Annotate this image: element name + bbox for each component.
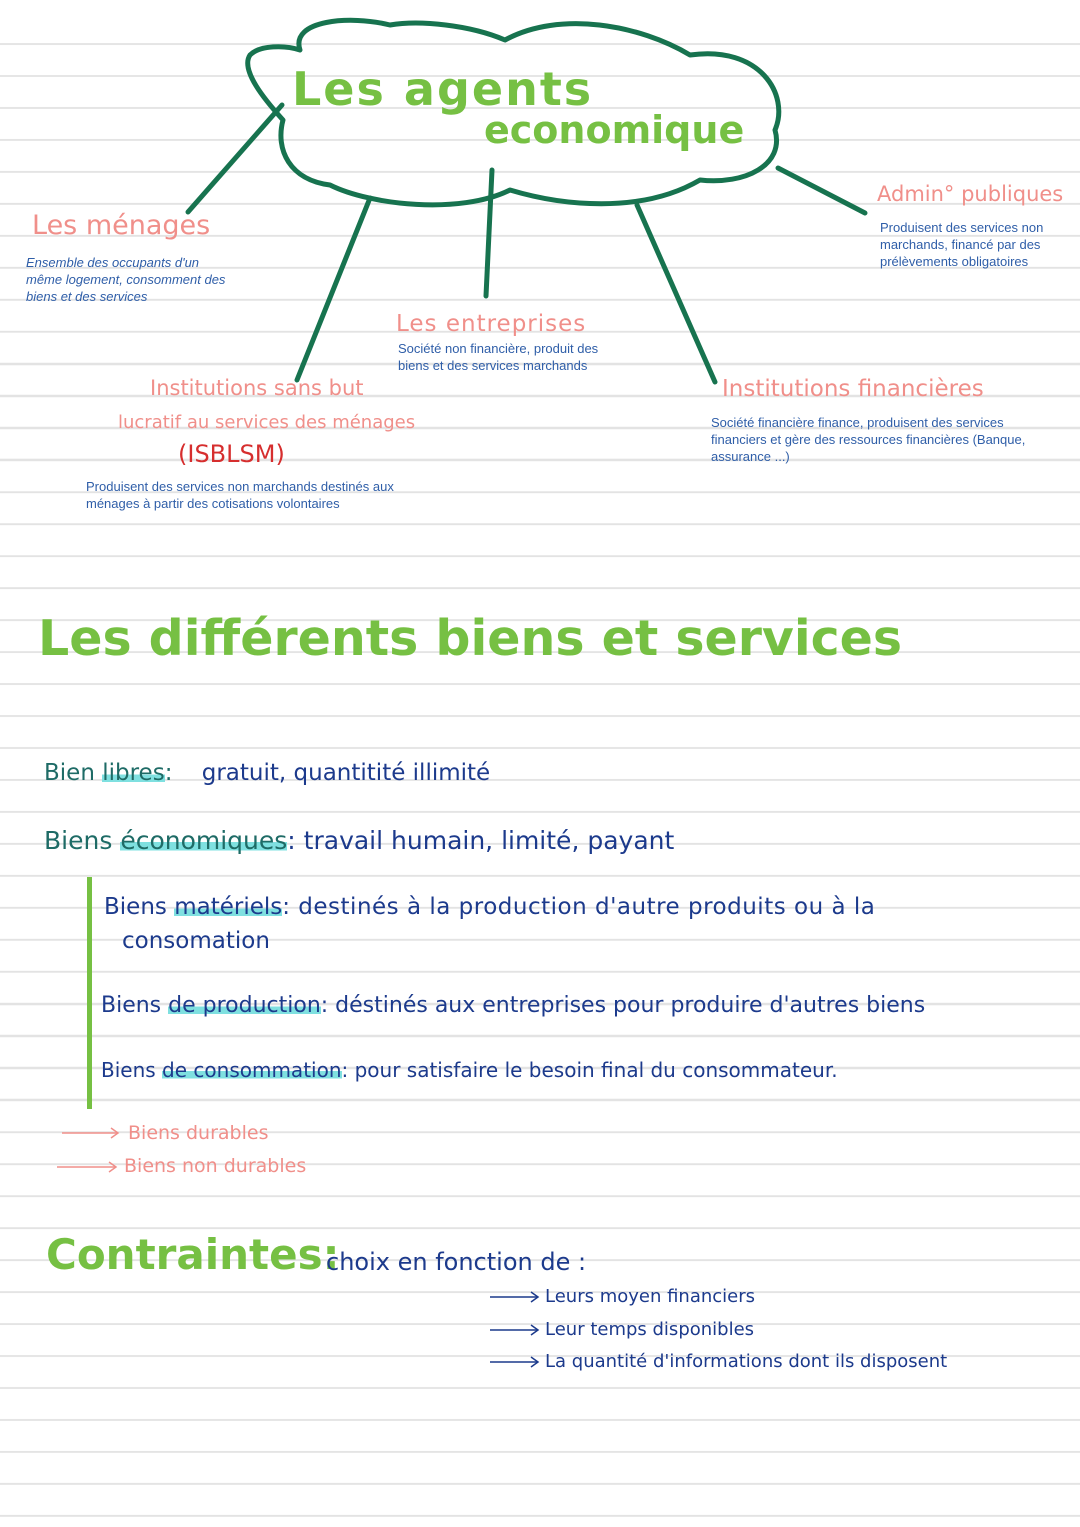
arrow-temps xyxy=(490,1325,538,1335)
entreprises-title: Les entreprises xyxy=(396,311,587,337)
contraintes-item-temps: Leur temps disponibles xyxy=(545,1319,755,1340)
biens-production-line xyxy=(101,993,925,1018)
contraintes-intro: choix en fonction de : xyxy=(326,1248,587,1276)
biens-libres-sep: : xyxy=(164,760,173,786)
entreprises-description: Société non financière, produit des biens et des services marchands xyxy=(398,341,599,373)
menages-description: Ensemble des occupants d'un même logement, consomment des biens et des services xyxy=(26,255,226,304)
contraintes-item-informations: La quantité d'informations dont ils disposent xyxy=(545,1351,948,1372)
biens-materiels-line xyxy=(104,894,875,920)
biens-materiels-text: : destinés à la production d'autre produits ou à la xyxy=(282,894,876,920)
biens-economiques-line xyxy=(44,826,674,855)
branch-menages xyxy=(188,105,282,212)
branch-isblsm xyxy=(297,198,370,380)
biens-materiels-text-continued: consomation xyxy=(122,928,270,954)
biens-vertical-bar xyxy=(87,877,92,1109)
biens-economiques-highlight: économiques xyxy=(120,826,288,855)
contraintes-heading: Contraintes: xyxy=(46,1230,340,1279)
isblsm-description: Produisent des services non marchands destinés aux ménages à partir des cotisations volontaires xyxy=(86,479,394,511)
biens-durables: Biens durables xyxy=(128,1122,269,1144)
isblsm-title-line2: lucratif au services des ménages xyxy=(118,412,416,433)
biens-production-text: : déstinés aux entreprises pour produire d'autres biens xyxy=(320,993,926,1018)
biens-consommation-text: : pour satisfaire le besoin final du consommateur. xyxy=(341,1058,838,1082)
biens-non-durables: Biens non durables xyxy=(124,1155,307,1177)
isblsm-abbreviation: (ISBLSM) xyxy=(178,440,285,468)
biens-libres-line xyxy=(44,760,490,786)
mindmap-title-line2: economique xyxy=(484,108,745,152)
biens-consommation-highlight: de consommation xyxy=(162,1058,342,1082)
biens-consommation-line xyxy=(101,1058,838,1082)
mindmap-title-line1: Les agents xyxy=(292,62,594,116)
biens-materiels-prefix: Biens xyxy=(104,894,167,920)
admin-title: Admin° publiques xyxy=(877,182,1064,206)
arrow-informations xyxy=(490,1357,538,1367)
arrow-moyens xyxy=(490,1292,538,1302)
biens-heading: Les différents biens et services xyxy=(38,610,903,667)
biens-economiques-text: : travail humain, limité, payant xyxy=(287,826,675,855)
biens-materiels-highlight: matériels xyxy=(174,894,283,920)
admin-description: Produisent des services non marchands, financé par des prélèvements obligatoires xyxy=(880,220,1044,269)
financieres-title: Institutions financières xyxy=(722,376,984,402)
branch-entreprises xyxy=(486,170,492,296)
biens-production-prefix: Biens xyxy=(101,993,162,1018)
branch-admin xyxy=(778,168,865,213)
contraintes-item-moyens: Leurs moyen financiers xyxy=(545,1286,756,1307)
biens-libres-label-visible: Bien libres xyxy=(44,760,165,786)
biens-economiques-prefix: Biens xyxy=(44,826,113,855)
biens-production-highlight: de production xyxy=(168,993,321,1018)
biens-libres-highlight: libres xyxy=(102,760,165,786)
isblsm-title-line1: Institutions sans but xyxy=(150,376,364,400)
biens-consommation-prefix: Biens xyxy=(101,1058,156,1082)
branch-financieres xyxy=(637,205,715,382)
arrow-durables xyxy=(62,1128,118,1138)
arrow-non-durables xyxy=(57,1162,116,1172)
financieres-description: Société financière finance, produisent des services financiers et gère des ressources financières (Banque, assurance ...) xyxy=(711,415,1026,464)
menages-title: Les ménages xyxy=(32,210,211,241)
biens-libres-text: gratuit, quantitité illimité xyxy=(201,760,491,786)
